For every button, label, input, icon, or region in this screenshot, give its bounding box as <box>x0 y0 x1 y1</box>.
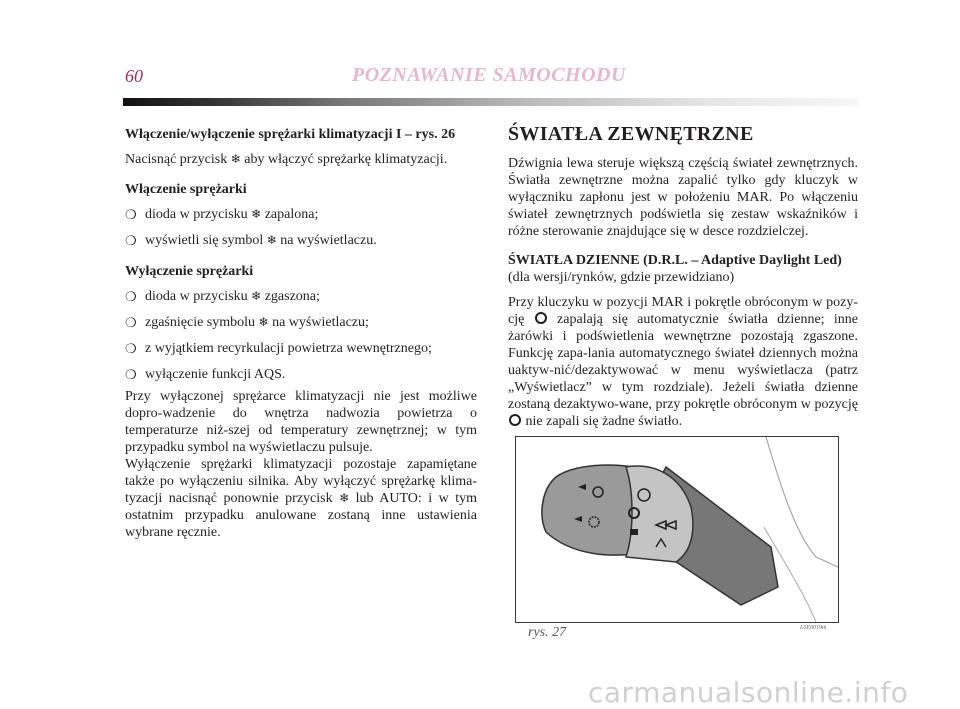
o-position-icon <box>509 414 521 426</box>
right-column <box>508 123 859 430</box>
circle-bullet-icon: ❍ <box>125 207 137 222</box>
figure-lever-illustration <box>515 436 839 623</box>
watermark: carmanualsonline.info <box>588 676 909 709</box>
list-item-text: dioda w przycisku <box>145 289 248 304</box>
compressor-memory-paragraph <box>125 456 477 541</box>
ac-toggle-heading: Włączenie/wyłączenie sprężarki klimatyzacji I – rys. 26 <box>125 127 456 142</box>
snowflake-icon: ❄ <box>230 152 241 166</box>
page-header <box>0 0 960 110</box>
list-item <box>125 366 477 383</box>
memory-text-pre: Wyłączenie sprężarki klimatyzacji pozostaje zapamiętane także po wyłączeniu silnika. Aby wyłączyć sprężarkę klima-tyzacji nacisnąć ponownie przycisk <box>125 457 477 506</box>
page-number: 60 <box>125 66 143 86</box>
snowflake-icon: ❄ <box>266 233 277 247</box>
compressor-on-list <box>125 206 477 249</box>
exterior-lights-paragraph: Dźwignia lewa steruje większą częścią świateł zewnętrznych. Światła zewnętrzne można zapalić tylko gdy kluczyk w wyłączniku zapłonu jest w położeniu MAR. Po włączeniu świateł zewnętrznych podświetla się zestaw wskaźników i różne sterowanie znajdujące się w desce rozdzielczej. <box>508 156 858 239</box>
section-title: POZNAWANIE SAMOCHODU <box>352 64 626 86</box>
circle-bullet-icon: ❍ <box>125 315 137 330</box>
left-column <box>125 126 477 541</box>
drl-text-post: nie zapali się żadne światło. <box>525 414 683 429</box>
dashboard-outline <box>766 437 838 567</box>
list-item-text: zgaśnięcie symbolu <box>145 315 256 330</box>
compressor-off-heading: Wyłączenie sprężarki <box>125 264 254 279</box>
drl-heading-bold: ŚWIATŁA DZIENNE (D.R.L. – Adaptive Daylight Led) <box>508 253 842 268</box>
ac-press-text-post: aby włączyć sprężarkę klimatyzacji. <box>244 152 448 167</box>
ac-press-text-pre: Nacisnąć przycisk <box>125 152 228 167</box>
figure-code: L0E0019m <box>800 625 827 631</box>
list-item-text: zapalona; <box>264 207 319 222</box>
drl-paragraph <box>508 294 858 430</box>
circle-bullet-icon: ❍ <box>125 341 137 356</box>
drl-heading-rest: (dla wersji/rynków, gdzie przewidziano) <box>508 270 735 285</box>
list-item-text: z wyjątkiem recyrkulacji powietrza wewnętrznego; <box>145 341 432 356</box>
drl-heading <box>508 252 858 286</box>
o-position-icon <box>535 312 547 324</box>
ac-press-paragraph <box>125 151 477 168</box>
figure-caption: rys. 27 <box>528 625 567 640</box>
list-item <box>125 206 477 223</box>
snowflake-icon: ❄ <box>251 289 262 303</box>
list-item-text: na wyświetlaczu; <box>272 315 369 330</box>
list-item-text: dioda w przycisku <box>145 207 248 222</box>
snowflake-icon: ❄ <box>258 315 269 329</box>
list-item <box>125 232 477 249</box>
circle-bullet-icon: ❍ <box>125 367 137 382</box>
exterior-lights-heading: ŚWIATŁA ZEWNĘTRZNE <box>508 123 754 145</box>
circle-bullet-icon: ❍ <box>125 289 137 304</box>
circle-bullet-icon: ❍ <box>125 233 137 248</box>
dash-symbol-icon <box>630 529 638 535</box>
drl-text-pre: Przy kluczyku w pozycji MAR i pokrętle obróconym w pozy-cję <box>508 295 858 327</box>
list-item <box>125 288 477 305</box>
list-item-text: na wyświetlaczu. <box>280 233 377 248</box>
list-item-text: wyłączenie funkcji AQS. <box>145 367 286 382</box>
list-item-text: zgaszona; <box>264 289 320 304</box>
list-item <box>125 340 477 357</box>
snowflake-icon: ❄ <box>251 207 262 221</box>
list-item <box>125 314 477 331</box>
memory-text-post: lub AUTO: i w tym ostatnim przypadku anulowane zostaną inne ustawienia wybrane ręcznie. <box>125 491 477 540</box>
compressor-on-heading: Włączenie sprężarki <box>125 182 247 197</box>
snowflake-icon: ❄ <box>339 491 350 505</box>
drl-text-mid: zapalają się automatycznie światła dzienne; inne żarówki i podświetlenia wewnętrzne pozostają zgaszone. Funkcję zapa-lania automatycznego świateł dziennych można uaktyw-nić/dezaktywować w menu wyświetlacza (patrz „Wyświetlacz” w tym rozdziale). Jeżeli światła dzienne zostaną dezaktywo-wane, przy pokrętle obróconym w pozycję <box>508 312 859 412</box>
list-item-text: wyświetli się symbol <box>145 233 264 248</box>
compressor-off-list <box>125 288 477 383</box>
compressor-off-note: Przy wyłączonej sprężarce klimatyzacji nie jest możliwe dopro-wadzenie do wnętrza nadwozia powietrza o temperaturze niż-szej od temperatury zewnętrznej; w tym przypadku symbol na wyświetlaczu pulsuje. <box>125 389 477 455</box>
header-rule <box>123 98 858 106</box>
light-lever-illustration <box>516 437 838 622</box>
